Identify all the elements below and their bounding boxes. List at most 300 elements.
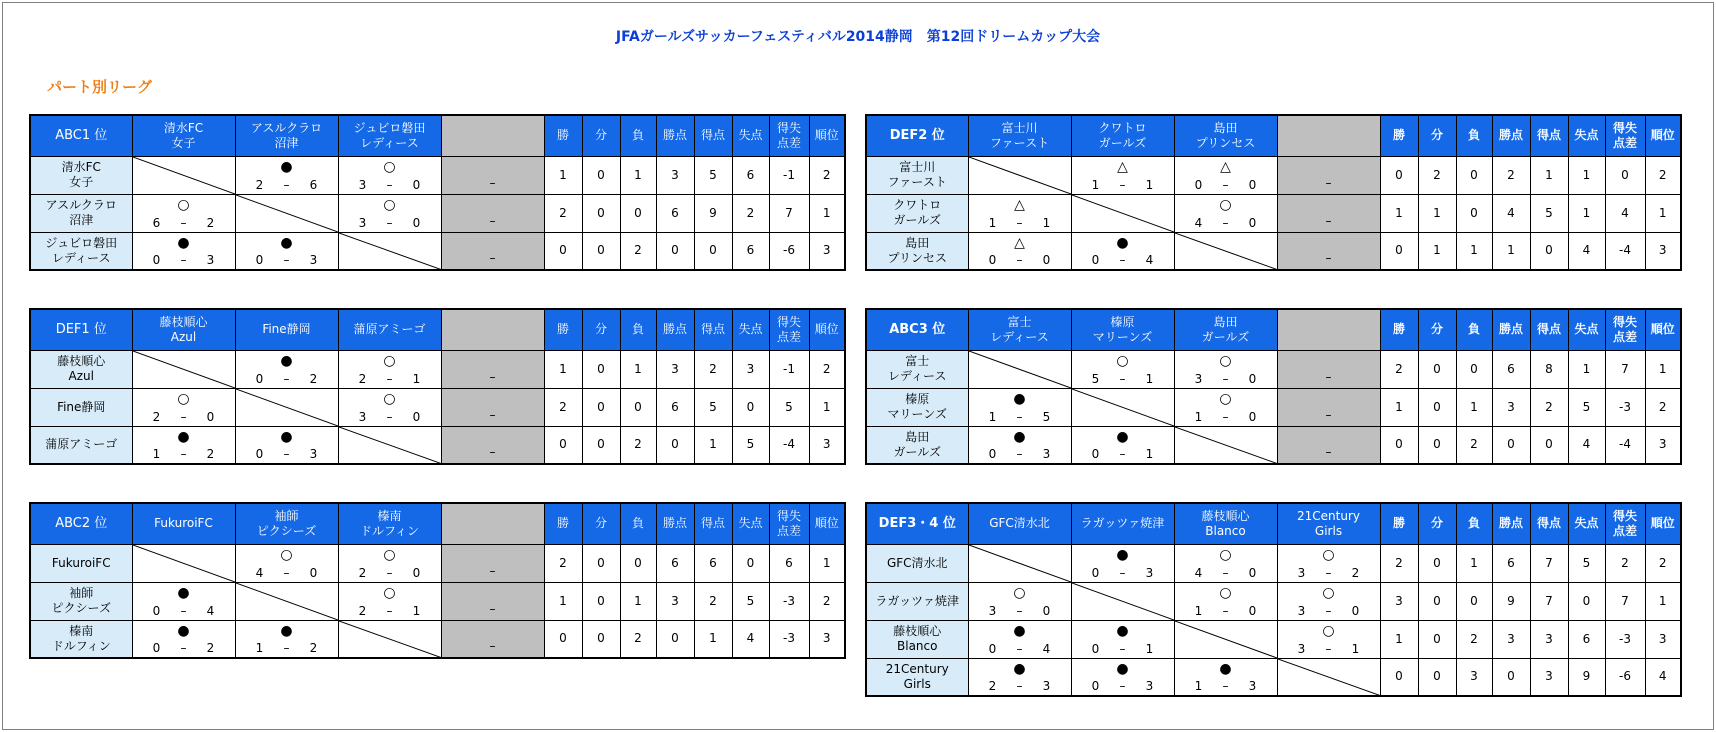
result-symbol: ● bbox=[1116, 234, 1129, 251]
table-row bbox=[30, 582, 845, 620]
score-dash: – bbox=[1119, 371, 1126, 386]
score-against: 3 bbox=[1145, 679, 1154, 693]
stat-value: 6 bbox=[1492, 350, 1530, 388]
stat-value: 0 bbox=[582, 426, 620, 464]
stat-value: -3 bbox=[1605, 388, 1645, 426]
row-team-name: 富士川 ファースト bbox=[866, 156, 968, 194]
stat-value: -3 bbox=[769, 582, 809, 620]
stat-value: -3 bbox=[769, 620, 809, 658]
blank-cell bbox=[441, 544, 544, 582]
stat-header: 失点 bbox=[732, 503, 769, 544]
score-against: 3 bbox=[206, 253, 215, 267]
score-for: 0 bbox=[1091, 447, 1100, 461]
result-symbol: ○ bbox=[177, 390, 190, 407]
row-team-name: アスルクラロ 沼津 bbox=[30, 194, 132, 232]
stat-value: 0 bbox=[582, 388, 620, 426]
score-against: 1 bbox=[412, 371, 421, 386]
stat-value: 4 bbox=[1492, 194, 1530, 232]
result-symbol: ○ bbox=[1013, 584, 1026, 601]
stat-header: 失点 bbox=[1568, 115, 1605, 156]
score-dash: – bbox=[180, 409, 187, 424]
score-dash: – bbox=[180, 603, 187, 618]
team-header: 富士川 ファースト bbox=[968, 115, 1071, 156]
self-match-cell bbox=[235, 582, 338, 620]
stat-value: 5 bbox=[769, 388, 809, 426]
result-symbol: ○ bbox=[1322, 584, 1335, 601]
blank-cell bbox=[441, 350, 544, 388]
row-team-name: Fine静岡 bbox=[30, 388, 132, 426]
stat-value: -3 bbox=[1605, 620, 1645, 658]
score-against: 0 bbox=[1042, 253, 1051, 267]
score-against: 1 bbox=[1145, 371, 1154, 386]
result-symbol: △ bbox=[1220, 158, 1231, 175]
score-dash: – bbox=[386, 409, 393, 424]
league-label: DEF3・4 位 bbox=[866, 503, 968, 544]
stat-header: 失点 bbox=[732, 309, 769, 350]
score-against: 5 bbox=[1042, 409, 1051, 424]
blank-header-cell bbox=[441, 503, 544, 544]
stat-value: 1 bbox=[809, 388, 845, 426]
score-for: 3 bbox=[1297, 565, 1306, 580]
stat-header: 負 bbox=[620, 503, 656, 544]
stat-value: 2 bbox=[732, 194, 769, 232]
stat-header: 順位 bbox=[1645, 309, 1681, 350]
blank-dash: – bbox=[489, 369, 496, 384]
result-symbol: ○ bbox=[383, 584, 396, 601]
score-for: 2 bbox=[358, 603, 367, 618]
result-symbol: ○ bbox=[383, 390, 396, 407]
stat-value: 1 bbox=[1645, 194, 1681, 232]
stat-value: 7 bbox=[1605, 350, 1645, 388]
score-dash: – bbox=[1222, 603, 1229, 618]
score-against: 0 bbox=[1351, 603, 1360, 618]
stat-value: 6 bbox=[1568, 620, 1605, 658]
stat-value: 9 bbox=[1568, 658, 1605, 696]
score-for: 2 bbox=[255, 177, 264, 192]
score-against: 0 bbox=[1248, 565, 1257, 580]
blank-cell bbox=[1277, 350, 1380, 388]
stat-value: 1 bbox=[1380, 620, 1418, 658]
score-against: 0 bbox=[309, 565, 318, 580]
stat-value: 5 bbox=[1568, 544, 1605, 582]
match-result-cell bbox=[968, 426, 1071, 464]
stat-header: 分 bbox=[1418, 503, 1456, 544]
stat-value: 1 bbox=[544, 582, 582, 620]
score-dash: – bbox=[1222, 409, 1229, 424]
match-result-cell bbox=[338, 544, 441, 582]
result-symbol: ○ bbox=[383, 546, 396, 563]
score-against: 3 bbox=[309, 253, 318, 267]
table-row bbox=[30, 194, 845, 232]
score-dash: – bbox=[283, 177, 290, 192]
league-label: ABC1 位 bbox=[30, 115, 132, 156]
stat-value: 3 bbox=[809, 426, 845, 464]
blank-dash: – bbox=[489, 563, 496, 578]
stat-value: 0 bbox=[1492, 658, 1530, 696]
score-dash: – bbox=[1016, 603, 1023, 618]
stat-value: 1 bbox=[1418, 232, 1456, 270]
team-header: 島田 プリンセス bbox=[1174, 115, 1277, 156]
match-score bbox=[236, 642, 338, 655]
match-result-cell bbox=[968, 388, 1071, 426]
stat-value: 3 bbox=[1530, 658, 1568, 696]
stat-value: 3 bbox=[656, 582, 694, 620]
row-team-name: 榛原 マリーンズ bbox=[866, 388, 968, 426]
result-symbol: ● bbox=[177, 234, 190, 251]
stat-header: 順位 bbox=[809, 503, 845, 544]
result-symbol: ● bbox=[177, 584, 190, 601]
score-dash: – bbox=[386, 371, 393, 386]
score-against: 0 bbox=[206, 409, 215, 424]
stat-value: 1 bbox=[544, 156, 582, 194]
row-team-name: 蒲原アミーゴ bbox=[30, 426, 132, 464]
match-score bbox=[133, 411, 235, 424]
blank-cell bbox=[441, 620, 544, 658]
score-for: 2 bbox=[988, 679, 997, 693]
blank-header-cell bbox=[441, 309, 544, 350]
stat-value: 0 bbox=[620, 388, 656, 426]
blank-dash: – bbox=[1325, 175, 1332, 190]
score-dash: – bbox=[1222, 565, 1229, 580]
score-against: 1 bbox=[412, 603, 421, 618]
stat-header: 順位 bbox=[809, 309, 845, 350]
stat-value: 6 bbox=[1492, 544, 1530, 582]
stat-value: -1 bbox=[769, 350, 809, 388]
score-dash: – bbox=[1016, 679, 1023, 693]
stat-value: 1 bbox=[1568, 350, 1605, 388]
stat-value: 1 bbox=[694, 620, 732, 658]
stat-value: 3 bbox=[1645, 232, 1681, 270]
stat-value: 2 bbox=[1492, 156, 1530, 194]
blank-dash: – bbox=[1325, 407, 1332, 422]
match-result-cell bbox=[235, 350, 338, 388]
result-symbol: ● bbox=[1013, 390, 1026, 407]
stat-value: 7 bbox=[1605, 582, 1645, 620]
score-against: 6 bbox=[309, 177, 318, 192]
stat-value: 2 bbox=[1456, 620, 1492, 658]
score-for: 3 bbox=[358, 177, 367, 192]
stat-value: 2 bbox=[1380, 350, 1418, 388]
table-row bbox=[30, 426, 845, 464]
match-result-cell bbox=[338, 582, 441, 620]
score-for: 1 bbox=[255, 641, 264, 655]
match-result-cell bbox=[968, 620, 1071, 658]
stat-header: 分 bbox=[1418, 309, 1456, 350]
section-title: パート別リーグ bbox=[47, 78, 153, 96]
stat-header: 得点 bbox=[1530, 309, 1568, 350]
match-score bbox=[133, 217, 235, 230]
result-symbol: ○ bbox=[1322, 622, 1335, 639]
row-team-name: ジュビロ磐田 レディース bbox=[30, 232, 132, 270]
row-team-name: クワトロ ガールズ bbox=[866, 194, 968, 232]
stat-value: 2 bbox=[1456, 426, 1492, 464]
team-header: 富士 レディース bbox=[968, 309, 1071, 350]
stat-value: 0 bbox=[1418, 658, 1456, 696]
match-result-cell bbox=[1071, 350, 1174, 388]
stat-value: 1 bbox=[809, 544, 845, 582]
match-score bbox=[1175, 680, 1277, 693]
score-against: 0 bbox=[1248, 215, 1257, 230]
score-against: 0 bbox=[1248, 409, 1257, 424]
stat-value: 0 bbox=[1492, 426, 1530, 464]
score-dash: – bbox=[283, 371, 290, 386]
stat-value: 6 bbox=[732, 232, 769, 270]
score-dash: – bbox=[1119, 679, 1126, 693]
stat-value: 0 bbox=[732, 388, 769, 426]
stat-value: 1 bbox=[1492, 232, 1530, 270]
score-dash: – bbox=[283, 565, 290, 580]
score-for: 2 bbox=[358, 371, 367, 386]
score-for: 0 bbox=[988, 641, 997, 656]
match-score bbox=[236, 448, 338, 461]
match-result-cell bbox=[1174, 582, 1277, 620]
stat-header: 負 bbox=[620, 309, 656, 350]
stat-value: 0 bbox=[1418, 620, 1456, 658]
score-dash: – bbox=[1119, 447, 1126, 461]
score-for: 3 bbox=[1297, 603, 1306, 618]
result-symbol: ○ bbox=[177, 196, 190, 213]
stat-value: 6 bbox=[656, 388, 694, 426]
stat-header: 勝点 bbox=[1492, 115, 1530, 156]
row-team-name: 富士 レディース bbox=[866, 350, 968, 388]
stat-value: 0 bbox=[1605, 156, 1645, 194]
table-row bbox=[866, 156, 1681, 194]
score-dash: – bbox=[1016, 641, 1023, 656]
match-score bbox=[339, 373, 441, 386]
score-against: 4 bbox=[1042, 641, 1051, 656]
score-dash: – bbox=[283, 641, 290, 655]
score-against: 1 bbox=[1351, 641, 1360, 656]
score-dash: – bbox=[386, 215, 393, 230]
match-score bbox=[1072, 373, 1174, 386]
score-for: 1 bbox=[1091, 177, 1100, 192]
match-score bbox=[969, 605, 1071, 618]
stat-header: 負 bbox=[1456, 309, 1492, 350]
result-symbol: ○ bbox=[383, 196, 396, 213]
stat-value: 2 bbox=[1380, 544, 1418, 582]
self-match-cell bbox=[132, 350, 235, 388]
stat-value: 0 bbox=[656, 620, 694, 658]
stat-value: 2 bbox=[1418, 156, 1456, 194]
row-team-name: 島田 プリンセス bbox=[866, 232, 968, 270]
league-table-def1 bbox=[29, 308, 846, 465]
stat-header: 失点 bbox=[1568, 503, 1605, 544]
stat-value: 2 bbox=[809, 156, 845, 194]
score-for: 4 bbox=[1194, 565, 1203, 580]
stat-header: 得失 点差 bbox=[1605, 309, 1645, 350]
result-symbol: ○ bbox=[1219, 352, 1232, 369]
score-dash: – bbox=[180, 447, 187, 461]
stat-header: 失点 bbox=[732, 115, 769, 156]
match-score bbox=[969, 254, 1071, 267]
stat-value: 7 bbox=[1530, 544, 1568, 582]
stat-value: 3 bbox=[1645, 620, 1681, 658]
stat-value: 2 bbox=[544, 544, 582, 582]
stat-value: -6 bbox=[769, 232, 809, 270]
match-result-cell bbox=[235, 426, 338, 464]
page-title: JFAガールズサッカーフェスティバル2014静岡 第12回ドリームカップ大会 bbox=[615, 29, 1101, 45]
stat-value: 0 bbox=[582, 350, 620, 388]
stat-value: 0 bbox=[1418, 350, 1456, 388]
stat-value: 3 bbox=[809, 232, 845, 270]
match-score bbox=[1072, 254, 1174, 267]
team-header: 21Century Girls bbox=[1277, 503, 1380, 544]
stat-value: 2 bbox=[694, 582, 732, 620]
row-team-name: 袖師 ピクシーズ bbox=[30, 582, 132, 620]
stat-value: 1 bbox=[544, 350, 582, 388]
team-header: ジュビロ磐田 レディース bbox=[338, 115, 441, 156]
score-dash: – bbox=[1325, 603, 1332, 618]
stat-value: 1 bbox=[1380, 194, 1418, 232]
score-dash: – bbox=[386, 603, 393, 618]
match-score bbox=[1278, 605, 1380, 618]
stat-value: 3 bbox=[656, 350, 694, 388]
match-result-cell bbox=[1174, 194, 1277, 232]
stat-header: 勝 bbox=[1380, 503, 1418, 544]
stat-value: 4 bbox=[1605, 194, 1645, 232]
stat-value: 0 bbox=[694, 232, 732, 270]
stat-header: 勝 bbox=[1380, 309, 1418, 350]
stat-value: 6 bbox=[732, 156, 769, 194]
match-score bbox=[1072, 643, 1174, 656]
stat-value: 1 bbox=[694, 426, 732, 464]
stat-value: 2 bbox=[1645, 156, 1681, 194]
score-for: 4 bbox=[255, 565, 264, 580]
table-row bbox=[30, 388, 845, 426]
stat-header: 勝 bbox=[544, 309, 582, 350]
stat-value: 1 bbox=[620, 350, 656, 388]
match-score bbox=[1072, 680, 1174, 693]
score-against: 2 bbox=[206, 641, 215, 655]
score-against: 0 bbox=[1248, 177, 1257, 192]
league-table-abc2 bbox=[29, 502, 846, 659]
table-row bbox=[866, 620, 1681, 658]
result-symbol: ○ bbox=[1322, 546, 1335, 563]
row-team-name: 清水FC 女子 bbox=[30, 156, 132, 194]
score-against: 4 bbox=[206, 603, 215, 618]
blank-dash: – bbox=[1325, 251, 1332, 265]
stat-value: 5 bbox=[1530, 194, 1568, 232]
match-score bbox=[1175, 373, 1277, 386]
table-row bbox=[30, 544, 845, 582]
stat-value: 0 bbox=[656, 232, 694, 270]
result-symbol: ○ bbox=[1219, 196, 1232, 213]
stat-header: 得点 bbox=[694, 503, 732, 544]
stat-value: 1 bbox=[1530, 156, 1568, 194]
blank-cell bbox=[441, 156, 544, 194]
match-result-cell bbox=[1071, 156, 1174, 194]
stat-value: 1 bbox=[809, 194, 845, 232]
stat-header: 負 bbox=[1456, 115, 1492, 156]
self-match-cell bbox=[1174, 426, 1277, 464]
match-result-cell bbox=[968, 232, 1071, 270]
stat-value: 3 bbox=[732, 350, 769, 388]
match-result-cell bbox=[1277, 582, 1380, 620]
score-against: 0 bbox=[1042, 603, 1051, 618]
self-match-cell bbox=[338, 620, 441, 658]
table-row bbox=[866, 350, 1681, 388]
result-symbol: ● bbox=[177, 622, 190, 639]
stat-value: 2 bbox=[620, 426, 656, 464]
match-score bbox=[236, 254, 338, 267]
score-dash: – bbox=[1325, 565, 1332, 580]
team-header: アスルクラロ 沼津 bbox=[235, 115, 338, 156]
score-dash: – bbox=[180, 253, 187, 267]
score-for: 3 bbox=[988, 603, 997, 618]
stat-value: 0 bbox=[1380, 658, 1418, 696]
league-label: ABC2 位 bbox=[30, 503, 132, 544]
match-result-cell bbox=[968, 658, 1071, 696]
match-score bbox=[1175, 217, 1277, 230]
match-score bbox=[1072, 448, 1174, 461]
self-match-cell bbox=[968, 156, 1071, 194]
match-score bbox=[969, 680, 1071, 693]
score-against: 0 bbox=[412, 409, 421, 424]
stat-value: 1 bbox=[1456, 544, 1492, 582]
stat-header: 得失 点差 bbox=[769, 503, 809, 544]
stat-value: 0 bbox=[1380, 426, 1418, 464]
stat-value: 0 bbox=[1418, 388, 1456, 426]
score-against: 0 bbox=[1248, 603, 1257, 618]
league-table-def34 bbox=[865, 502, 1682, 697]
match-result-cell bbox=[235, 232, 338, 270]
score-dash: – bbox=[1222, 177, 1229, 192]
stat-value: 4 bbox=[732, 620, 769, 658]
score-for: 0 bbox=[1091, 641, 1100, 656]
team-header: 藤枝順心 Azul bbox=[132, 309, 235, 350]
match-score bbox=[969, 448, 1071, 461]
score-for: 0 bbox=[152, 253, 161, 267]
stat-header: 得点 bbox=[1530, 115, 1568, 156]
score-dash: – bbox=[1119, 253, 1126, 267]
team-header: 島田 ガールズ bbox=[1174, 309, 1277, 350]
match-result-cell bbox=[1174, 544, 1277, 582]
team-header: 蒲原アミーゴ bbox=[338, 309, 441, 350]
stat-value: 3 bbox=[1492, 620, 1530, 658]
score-against: 2 bbox=[206, 215, 215, 230]
match-result-cell bbox=[132, 388, 235, 426]
blank-dash: – bbox=[489, 601, 496, 616]
blank-dash: – bbox=[1325, 369, 1332, 384]
team-header: 藤枝順心 Blanco bbox=[1174, 503, 1277, 544]
score-against: 3 bbox=[1145, 565, 1154, 580]
blank-dash: – bbox=[1325, 445, 1332, 459]
stat-value: 0 bbox=[620, 194, 656, 232]
score-dash: – bbox=[1016, 409, 1023, 424]
stat-header: 勝 bbox=[1380, 115, 1418, 156]
score-for: 2 bbox=[152, 409, 161, 424]
score-dash: – bbox=[1016, 447, 1023, 461]
stat-header: 負 bbox=[620, 115, 656, 156]
match-result-cell bbox=[132, 194, 235, 232]
blank-header-cell bbox=[441, 115, 544, 156]
team-header: ラガッツァ焼津 bbox=[1071, 503, 1174, 544]
match-result-cell bbox=[1071, 426, 1174, 464]
self-match-cell bbox=[1174, 620, 1277, 658]
stat-value: 8 bbox=[1530, 350, 1568, 388]
score-dash: – bbox=[1222, 215, 1229, 230]
blank-dash: – bbox=[489, 251, 496, 265]
team-header: 榛南 ドルフィン bbox=[338, 503, 441, 544]
score-against: 3 bbox=[1042, 447, 1051, 461]
match-result-cell bbox=[132, 426, 235, 464]
result-symbol: ○ bbox=[1219, 546, 1232, 563]
match-result-cell bbox=[338, 156, 441, 194]
match-score bbox=[339, 605, 441, 618]
table-row bbox=[866, 232, 1681, 270]
stat-value: 1 bbox=[620, 156, 656, 194]
table-row bbox=[30, 350, 845, 388]
